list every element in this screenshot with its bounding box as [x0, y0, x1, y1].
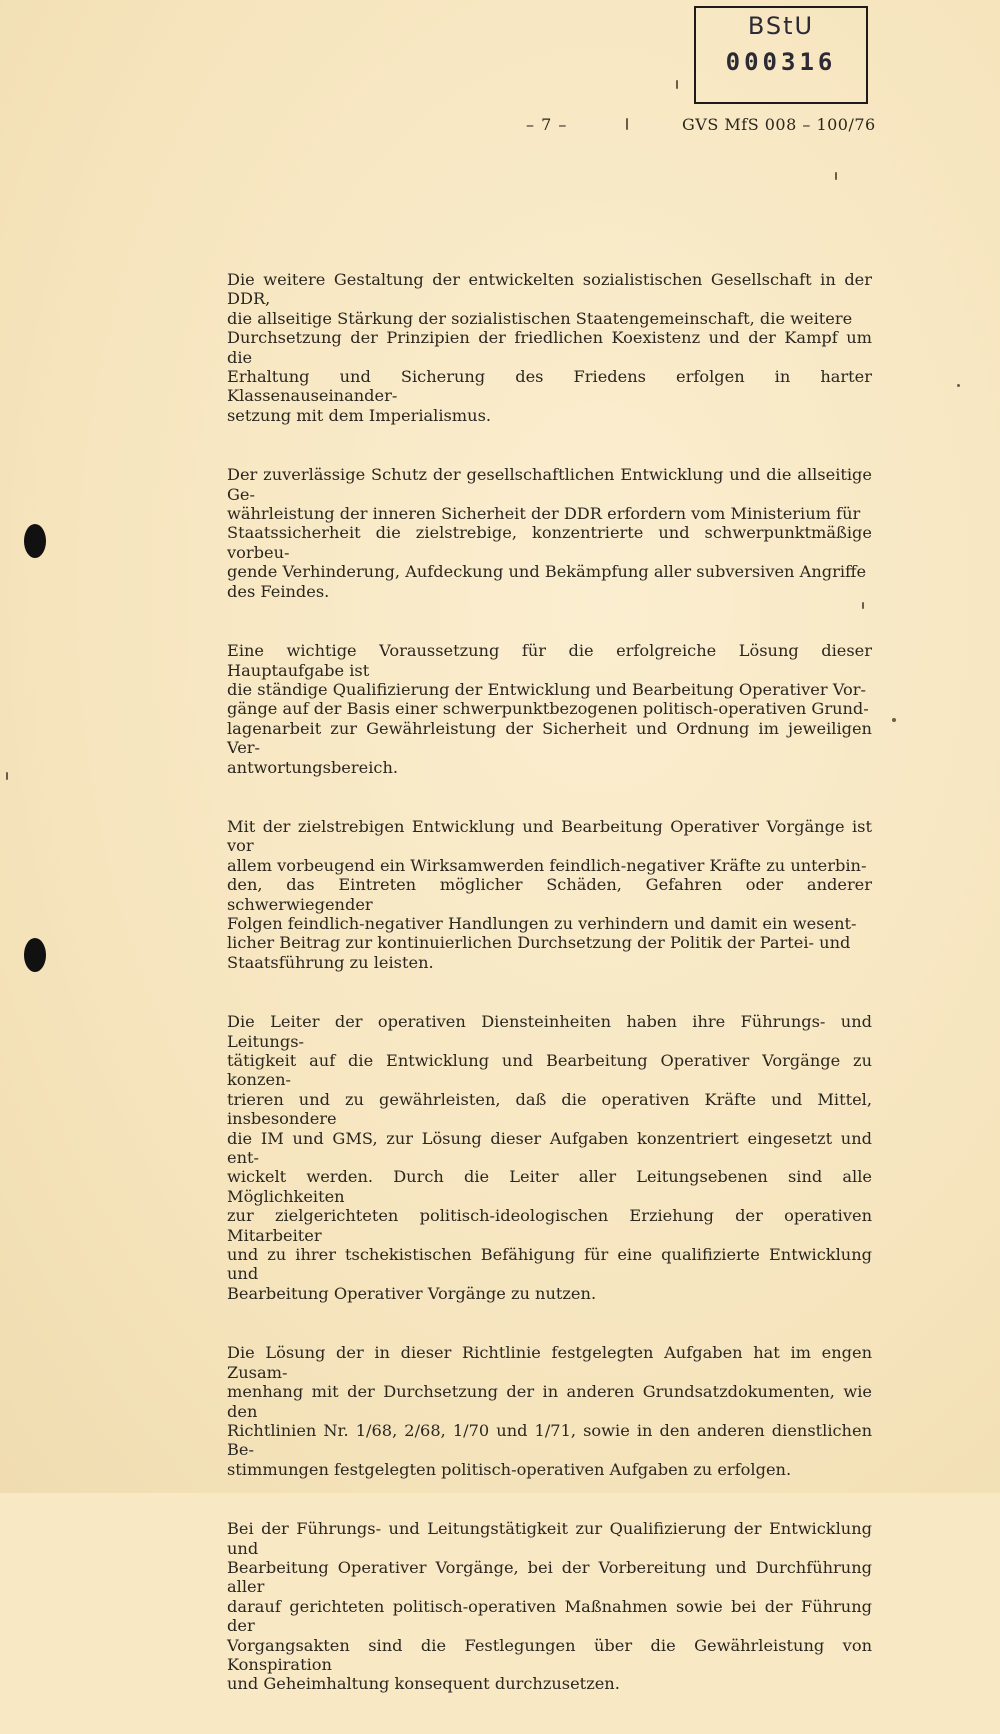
paragraph-4: Mit der zielstrebigen Entwicklung und Bearbeitung Operativer Vorgänge ist vor allem vorbeugend ein Wirksamwerden feindlich-negativer Kräfte zu unterbin- den, das Eintreten möglicher Schäden, Gefahren oder anderer schwerwiegender Folgen feindlich-negativer Handlungen zu verhindern und damit ein wesent- licher Beitrag zur kontinuierlichen Durchsetzung der Politik der Partei- und Staatsführung zu leisten.	[227, 816, 872, 972]
paper-speck	[835, 172, 837, 180]
page-header	[0, 115, 1000, 139]
paper-speck	[676, 80, 678, 89]
stamp-archive-name: BStU	[747, 12, 815, 40]
paragraph-7: Bei der Führungs- und Leitungstätigkeit zur Qualifizierung der Entwicklung und Bearbeitung Operativer Vorgänge, bei der Vorbereitung und Durchführung aller darauf gerichteten politisch-operativen Maßnahmen sowie bei der Führung der Vorgangsakten sind die Festlegungen über die Gewährleistung von Konspiration und Geheimhaltung konsequent durchzusetzen.	[227, 1519, 872, 1694]
paper-speck	[892, 718, 896, 722]
paragraph-2: Der zuverlässige Schutz der gesellschaftlichen Entwicklung und die allseitige Ge- währleistung der inneren Sicherheit der DDR erfordern vom Ministerium für Staatssicherheit die zielstrebige, konzentrierte und schwerpunktmäßige vorbeu- gende Verhinderung, Aufdeckung und Bekämpfung aller subversiven Angriffe des Feindes.	[227, 465, 872, 601]
punch-hole-icon	[24, 938, 46, 972]
punch-hole-icon	[24, 524, 46, 558]
page-number: – 7 –	[526, 115, 568, 134]
stamp-archive-number: 000316	[725, 48, 837, 76]
paragraph-1: Die weitere Gestaltung der entwickelten sozialistischen Gesellschaft in der DDR, die allseitige Stärkung der sozialistischen Staatengemeinschaft, die weitere Durchsetzung der Prinzipien der friedlichen Koexistenz und der Kampf um die Erhaltung und Sicherung des Friedens erfolgen in harter Klassenauseinander- setzung mit dem Imperialismus.	[227, 270, 872, 425]
archive-stamp	[694, 6, 868, 104]
document-reference: GVS MfS 008 – 100/76	[682, 115, 876, 134]
paragraph-5: Die Leiter der operativen Diensteinheiten haben ihre Führungs- und Leitungs- tätigkeit auf die Entwicklung und Bearbeitung Operativer Vorgänge zu konzen- trieren und zu gewährleisten, daß die operativen Kräfte und Mittel, insbesondere die IM und GMS, zur Lösung dieser Aufgaben konzentriert eingesetzt und ent- wickelt werden. Durch die Leiter aller Leitungsebenen sind alle Möglichkeiten zur zielgerichteten politisch-ideologischen Erziehung der operativen Mitarbeiter und zu ihrer tschekistischen Befähigung für eine qualifizierte Entwicklung und Bearbeitung Operativer Vorgänge zu nutzen.	[227, 1012, 872, 1303]
paper-speck	[957, 384, 960, 387]
document-body	[227, 270, 872, 1734]
paper-speck	[6, 772, 8, 780]
paper-speck	[862, 602, 864, 609]
paper-speck	[626, 118, 628, 130]
paragraph-6: Die Lösung der in dieser Richtlinie festgelegten Aufgaben hat im engen Zusam- menhang mit der Durchsetzung der in anderen Grundsatzdokumenten, wie den Richtlinien Nr. 1/68, 2/68, 1/70 und 1/71, sowie in den anderen dienstlichen Be- stimmungen festgelegten politisch-operativen Aufgaben zu erfolgen.	[227, 1343, 872, 1479]
paragraph-3: Eine wichtige Voraussetzung für die erfolgreiche Lösung dieser Hauptaufgabe ist die ständige Qualifizierung der Entwicklung und Bearbeitung Operativer Vor- gänge auf der Basis einer schwerpunktbezogenen politisch-operativen Grund- lagenarbeit zur Gewährleistung der Sicherheit und Ordnung im jeweiligen Ver- antwortungsbereich.	[227, 641, 872, 777]
